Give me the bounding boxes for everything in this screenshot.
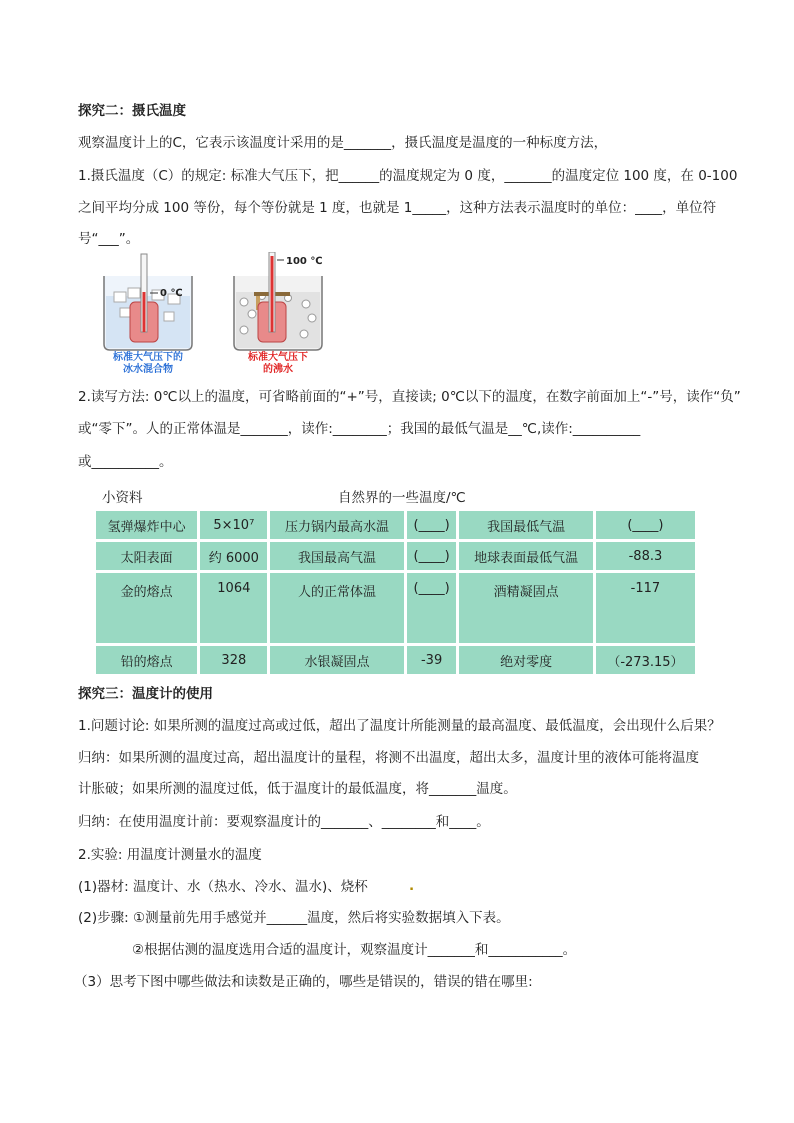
boil-caption-line1: 标准大气压下 [248, 352, 308, 363]
table-cell: 太阳表面 [96, 542, 197, 570]
table-cell: -117 [596, 573, 695, 643]
section3-line2: 归纳：如果所测的温度过高，超出温度计的量程，将测不出温度，超出太多，温度计里的液体可能将温度 [78, 750, 699, 766]
ice-caption-line1: 标准大气压下的 [113, 352, 183, 363]
table-cell: 1064 [200, 573, 267, 643]
table-caption-center: 自然界的一些温度/℃ [338, 490, 466, 506]
section3-line9: （3）思考下图中哪些做法和读数是正确的，哪些是错误的，错误的错在哪里: [74, 974, 533, 990]
section3-title: 探究三：温度计的使用 [78, 686, 213, 702]
section2-title: 探究二：摄氏温度 [78, 103, 186, 119]
ice-temp-label: 0 ℃ [160, 288, 183, 299]
section2-line3: 之间平均分成 100 等份，每个等份就是 1 度，也就是 1_____，这种方法表示温度时的单位：____，单位符 [78, 200, 717, 216]
table-cell: 水银凝固点 [270, 646, 403, 674]
table-cell: 约 6000 [200, 542, 267, 570]
stray-dot: . [409, 878, 415, 894]
table-cell: 铅的熔点 [96, 646, 197, 674]
table-row [96, 646, 695, 674]
section2-line5: 2.读写方法: 0℃以上的温度，可省略前面的“+”号，直接读; 0℃以下的温度，在数字前面加上“-”号，读作“负” [78, 389, 741, 405]
table-cell: 人的正常体温 [270, 573, 403, 643]
table-caption-left: 小资料 [102, 490, 143, 506]
table-cell: （-273.15） [596, 646, 695, 674]
boil-caption-line2: 的沸水 [263, 364, 293, 374]
section2-line4: 号“___”。 [78, 231, 140, 247]
table-cell: 压力锅内最高水温 [270, 511, 403, 539]
section3-line6: (1)器材: 温度计、水（热水、冷水、温水)、烧杯 [78, 879, 368, 895]
ice-water-beaker [104, 254, 192, 350]
temperature-table [93, 508, 698, 677]
table-row [96, 573, 695, 643]
table-cell: 我国最低气温 [459, 511, 592, 539]
section2-line1: 观察温度计上的C，它表示该温度计采用的是_______，摄氏温度是温度的一种标度方法， [78, 135, 608, 151]
table-cell: 金的熔点 [96, 573, 197, 643]
boil-temp-label: 100 ℃ [286, 256, 323, 267]
section3-line4: 归纳：在使用温度计前：要观察温度计的_______、________和____。 [78, 814, 490, 830]
table-cell: 酒精凝固点 [459, 573, 592, 643]
table-row [96, 542, 695, 570]
section3-line5: 2.实验: 用温度计测量水的温度 [78, 847, 262, 863]
section3-line7: (2)步骤: ①测量前先用手感觉并______温度，然后将实验数据填入下表。 [78, 910, 510, 926]
table-cell: 地球表面最低气温 [459, 542, 592, 570]
table-cell: 5×10⁷ [200, 511, 267, 539]
table-cell: 328 [200, 646, 267, 674]
ice-caption-line2: 冰水混合物 [123, 364, 173, 374]
table-cell: 绝对零度 [459, 646, 592, 674]
thermometer-figure [92, 252, 332, 374]
table-cell: 氢弹爆炸中心 [96, 511, 197, 539]
section3-line8: ②根据估测的温度选用合适的温度计，观察温度计_______和___________。 [132, 942, 577, 958]
section3-line1: 1.问题讨论: 如果所测的温度过高或过低，超出了温度计所能测量的最高温度、最低温度，会出现什么后果？ [78, 718, 721, 734]
section2-line7: 或__________。 [78, 454, 173, 470]
section3-line3: 计胀破；如果所测的温度过低，低于温度计的最低温度，将_______温度。 [78, 781, 517, 797]
table-cell: -39 [407, 646, 457, 674]
table-cell: -88.3 [596, 542, 695, 570]
table-cell: 我国最高气温 [270, 542, 403, 570]
section2-line6: 或“零下”。人的正常体温是_______，读作:________；我国的最低气温是__℃,读作:__________ [78, 421, 641, 437]
table-row [96, 511, 695, 539]
table-cell: (____) [407, 511, 457, 539]
section2-line2: 1.摄氏温度（C）的规定: 标准大气压下，把______的温度规定为 0 度，_______的温度定位 100 度，在 0-100 [78, 168, 738, 184]
table-cell: (____) [407, 573, 457, 643]
table-cell: (____) [596, 511, 695, 539]
table-cell: (____) [407, 542, 457, 570]
